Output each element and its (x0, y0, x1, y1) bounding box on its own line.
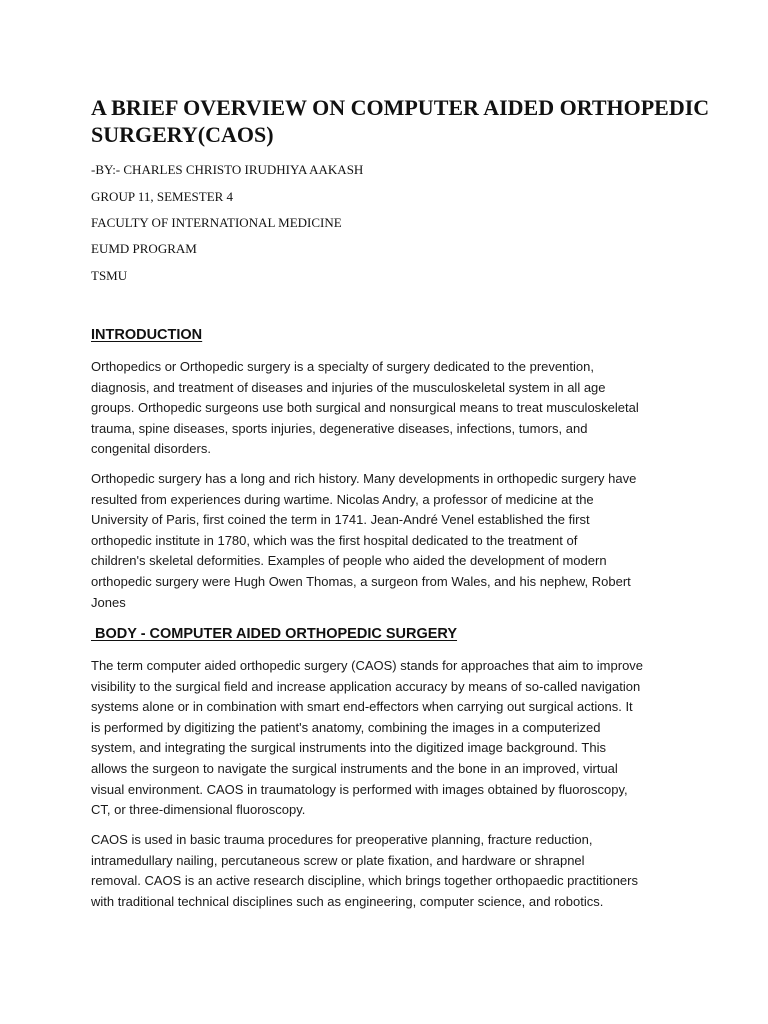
university-line: TSMU (91, 268, 128, 283)
group-line: GROUP 11, SEMESTER 4 (91, 189, 234, 204)
author-line: -BY:- CHARLES CHRISTO IRUDHIYA AAKASH (91, 162, 364, 177)
document-title: A BRIEF OVERVIEW ON COMPUTER AIDED ORTHOPEDIC SURGERY(CAOS) (91, 95, 710, 147)
section-heading-body: BODY - COMPUTER AIDED ORTHOPEDIC SURGERY (91, 626, 458, 642)
paragraph-introduction-2: Orthopedic surgery has a long and rich history. Many developments in orthopedic surgery have resulted from experiences during wartime. Nicolas Andry, a professor of medicine at the University of Paris, first coined the term in 1741. Jean-André Venel established the first orthopedic institute in 1780, which was the first hospital dedicated to the treatment of children's skeletal deformities. Examples of people who aided the development of modern orthopedic surgery were Hugh Owen Thomas, a surgeon from Wales, and his nephew, Robert Jones (91, 471, 637, 610)
paragraph-body-1: The term computer aided orthopedic surgery (CAOS) stands for approaches that aim to improve visibility to the surgical field and increase application accuracy by means of so-called navigation systems alone or in combination with smart end-effectors when carrying out surgical actions. It is performed by digitizing the patient's anatomy, combining the images in a computerized system, and integrating the surgical instruments into the digitized image background. This allows the surgeon to navigate the surgical instruments and the bone in an improved, virtual visual environment. CAOS in traumatology is performed with images obtained by fluoroscopy, CT, or three-dimensional fluoroscopy. (91, 658, 644, 818)
program-line: EUMD PROGRAM (91, 241, 197, 256)
faculty-line: FACULTY OF INTERNATIONAL MEDICINE (91, 215, 342, 230)
paragraph-introduction-1: Orthopedics or Orthopedic surgery is a specialty of surgery dedicated to the prevention, diagnosis, and treatment of diseases and injuries of the musculoskeletal system in all age groups. Orthopedic surgeons use both surgical and nonsurgical means to treat musculoskeletal trauma, spine diseases, sports injuries, degenerative diseases, infections, tumors, and congenital disorders. (91, 359, 639, 457)
section-heading-introduction: INTRODUCTION (91, 327, 203, 343)
paragraph-body-2: CAOS is used in basic trauma procedures for preoperative planning, fracture reduction, intramedullary nailing, percutaneous screw or plate fixation, and hardware or shrapnel removal. CAOS is an active research discipline, which brings together orthopaedic practitioners with traditional technical disciplines such as engineering, computer science, and robotics. (91, 832, 638, 909)
